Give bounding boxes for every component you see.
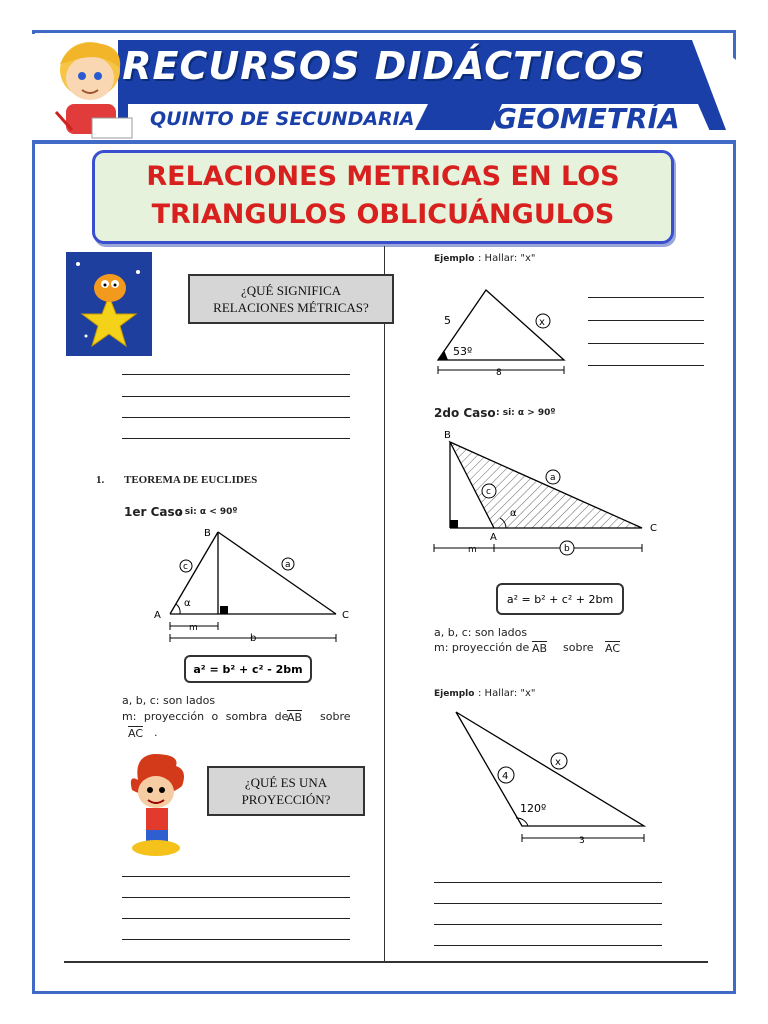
subject-label: GEOMETRÍA — [494, 102, 680, 135]
example2-text: : Hallar: "x" — [478, 688, 536, 699]
formula-case1: a² = b² + c² - 2bm — [184, 655, 312, 683]
case1-triangle-diagram — [146, 524, 356, 644]
answer-line — [434, 903, 662, 904]
example1-triangle — [430, 284, 576, 378]
bottom-rule — [64, 961, 708, 963]
side-a-label: a — [285, 560, 291, 570]
case1-condition: : si: α < 90º — [178, 507, 238, 517]
answer-line — [122, 876, 350, 877]
case2-note-sobre: sobre — [563, 641, 594, 654]
formula-case2: a² = b² + c² + 2bm — [496, 583, 624, 615]
case2-label: 2do Caso — [434, 406, 496, 420]
case2-triangle-diagram — [430, 426, 664, 560]
note-sides: a, b, c: son lados — [122, 694, 216, 707]
garfield-star-illustration — [66, 252, 152, 356]
answer-line — [434, 945, 662, 946]
case2-side-a-label: a — [550, 473, 556, 483]
case2-vertex-c-label: C — [650, 523, 657, 534]
question-box-relaciones — [188, 274, 394, 324]
case2-m-label: m — [468, 545, 477, 555]
alpha-label: α — [184, 598, 191, 609]
m-label: m — [189, 623, 198, 633]
jimmy-neutron-illustration — [124, 750, 192, 858]
ex2-angle-label: 120º — [520, 802, 547, 815]
answer-line — [122, 897, 350, 898]
ex1-angle-label: 53º — [453, 345, 473, 358]
answer-line — [122, 438, 350, 439]
ex2-x-label: x — [555, 757, 561, 768]
ex2-base-label: 3 — [579, 836, 585, 846]
case2-alpha-label: α — [510, 508, 517, 519]
vertex-b-label: B — [204, 528, 211, 539]
answer-line — [122, 939, 350, 940]
answer-line — [588, 320, 704, 321]
note-period: . — [154, 726, 158, 739]
case2-note-seg-ab: AB — [532, 642, 548, 655]
b-label: b — [250, 633, 257, 644]
main-title-line-1: RELACIONES METRICAS EN LOS — [146, 161, 620, 192]
note-segment-ab: AB — [287, 711, 303, 724]
vertex-c-label: C — [342, 610, 349, 621]
answer-line — [122, 396, 350, 397]
answer-line — [434, 882, 662, 883]
section-title: TEOREMA DE EUCLIDES — [124, 474, 258, 486]
banner-title: RECURSOS DIDÁCTICOS — [122, 44, 646, 88]
ex1-base-label: 8 — [496, 368, 502, 378]
answer-line — [588, 297, 704, 298]
answer-line — [122, 374, 350, 375]
section-number: 1. — [96, 474, 105, 486]
ex1-x-label: x — [539, 317, 545, 328]
example1-label: Ejemplo — [434, 254, 475, 264]
answer-line — [588, 343, 704, 344]
note-projection-prefix: m: proyección o sombra de — [122, 710, 289, 723]
case2-vertex-b-label: B — [444, 430, 451, 441]
ex1-side-label: 5 — [444, 314, 451, 327]
answer-line — [588, 365, 704, 366]
side-c-label: c — [183, 562, 188, 572]
question-box-proyeccion — [207, 766, 365, 816]
case2-vertex-a-label: A — [490, 532, 497, 543]
vertex-a-label: A — [154, 610, 161, 621]
case2-side-c-label: c — [486, 487, 491, 497]
answer-line — [434, 924, 662, 925]
case2-note-prefix: m: proyección de — [434, 641, 530, 654]
question-relaciones-text: ¿QUÉ SIGNIFICA RELACIONES MÉTRICAS? — [213, 283, 369, 315]
main-title-line-2: TRIANGULOS OBLICUÁNGULOS — [151, 199, 615, 230]
example2-label: Ejemplo — [434, 689, 475, 699]
example2-triangle — [450, 706, 650, 850]
note-sobre: sobre — [320, 710, 351, 723]
main-title-box — [92, 150, 674, 244]
answer-line — [122, 918, 350, 919]
case2-b-label: b — [564, 544, 570, 554]
case2-note-seg-ac: AC — [605, 642, 621, 655]
note-segment-ac: AC — [128, 727, 144, 740]
example1-text: : Hallar: "x" — [478, 253, 536, 264]
answer-line — [122, 417, 350, 418]
grade-label: QUINTO DE SECUNDARIA — [150, 108, 415, 130]
case1-label: 1er Caso — [124, 505, 183, 519]
column-divider — [384, 246, 385, 962]
case2-note-sides: a, b, c: son lados — [434, 626, 528, 639]
ex2-side-label: 4 — [502, 771, 509, 782]
case2-condition: : si: α > 90º — [496, 408, 556, 418]
question-proyeccion-text: ¿QUÉ ES UNA PROYECCIÓN? — [241, 775, 331, 807]
